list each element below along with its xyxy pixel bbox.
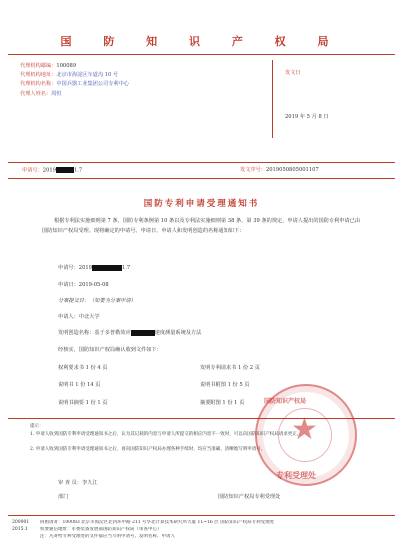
seal-star-icon: ★: [291, 412, 318, 447]
app-no-suffix: 1.7: [121, 265, 131, 271]
examiner-row: [58, 478, 98, 488]
notice-title: 国防专利申请受理通知书: [143, 199, 260, 209]
invention-prefix: 基于多普勒效应: [94, 330, 131, 336]
refbar-app-prefix: 2019: [42, 167, 56, 174]
refbar-app-suffix: 1.7: [73, 167, 83, 174]
refbar-app-row: [22, 167, 82, 175]
applicant-value: 中北大学: [78, 314, 100, 320]
redaction-block: [56, 167, 74, 173]
agent-person-label: 代理人姓名：: [20, 91, 52, 97]
header-divider: [272, 60, 273, 138]
dispatch-date: 2019 年 5 月 8 日: [285, 114, 329, 120]
refbar-top-rule: [8, 162, 395, 163]
agent-person-value: 周恒: [51, 91, 62, 97]
agent-address-label: 代理机构地址：: [20, 72, 57, 78]
app-no-label: 申请号：: [58, 265, 79, 271]
redaction-block: [92, 265, 122, 271]
file-row-3-right: 摘要附图 1 份 1 页: [200, 400, 245, 406]
refbar-serial-label: 发文序号：: [240, 167, 266, 173]
confirm-text: 经核实，国防知识产权局确认收到文件如下：: [58, 347, 162, 353]
applicant-row: [58, 312, 100, 322]
dispatch-label: 发文日: [285, 70, 301, 76]
refbar-bottom-rule: [8, 178, 395, 179]
header-rule: [8, 54, 395, 55]
notes-item-1: 1. 申请人收到国防专利申请受理通知书之后，认为其记载的内容与申请人所提交的相应内容不一致时，可以向国防知识产权局请求更正。: [30, 432, 302, 437]
applicant-label: 申请人：: [58, 314, 79, 320]
agent-postcode-label: 代理机构邮编：: [20, 63, 57, 69]
agent-person-row: [20, 91, 62, 98]
app-no-prefix: 2019: [78, 265, 92, 271]
seal-ring-text: 国防知识产权局: [264, 398, 307, 405]
refbar-app-label: 申请号：: [22, 167, 43, 174]
agent-address-row: [20, 72, 118, 79]
invention-suffix: 速度测量系统及方法: [154, 330, 202, 336]
department-row: 部门: [58, 494, 69, 500]
file-row-1-right: 发明专利请求书 1 份 2 页: [200, 365, 260, 371]
notice-paragraph: 根据专利法实施细则第 7 条、国防专利条例第 10 条以及专利法实施细则第 38 条、第 39 条的规定，申请人提出的国防专利申请已由国防知识产权局受理。现将确定的申请号、申请日、申请人和发明创造的名称通知如下：: [42, 218, 361, 234]
form-code-1: 200901: [12, 520, 30, 525]
notes-item-2: 2. 申请人收到国防专利申请受理通知书之后，再向国防知识产权局办理各种手续时，均应当准确、清晰地写明申请号。: [30, 447, 266, 452]
agent-postcode-row: [20, 63, 76, 70]
file-row-3-left: 说明书摘要 1 份 1 页: [58, 400, 108, 406]
agent-address-value: 北京市海淀区车道沟 10 号: [56, 72, 119, 78]
app-date-value: 2019-05-08: [78, 282, 109, 288]
footer-line-2: 机要通信地址：军委装备发展部国防知识产权局（审查中心）: [40, 527, 162, 532]
seal-center-text: 专利受理处: [276, 470, 316, 480]
form-code-2: 2015.1: [12, 527, 28, 532]
file-row-2-right: 说明书附图 1 份 5 页: [200, 382, 250, 388]
agent-name-row: [20, 81, 129, 88]
office-signature: 国防知识产权局专利受理处: [218, 494, 281, 500]
app-no-row: [58, 263, 130, 273]
divisional-label: 分案提交日：（如要为分案申请）: [58, 298, 136, 304]
app-date-row: [58, 280, 109, 290]
examiner-name: 李九江: [82, 480, 98, 486]
agent-postcode-value: 100089: [56, 63, 77, 69]
footer-line-3: 注：凡寄给专利受理处的文件都应当写明申请号、发明名称、申请人: [40, 534, 175, 539]
notes-title: 提示：: [30, 424, 44, 429]
refbar-serial-row: [240, 167, 319, 174]
file-row-1-left: 权利要求书 1 份 4 页: [58, 365, 108, 371]
invention-label: 发明创造名称：: [58, 330, 95, 336]
footer-rule: [8, 515, 395, 516]
office-title: 国 防 知 识 产 权 局: [60, 35, 343, 48]
app-date-label: 申请日：: [58, 282, 79, 288]
redaction-block: [131, 330, 155, 336]
file-row-2-left: 说明书 1 份 14 页: [58, 382, 101, 388]
examiner-label: 审 查 员：: [58, 480, 83, 486]
footer-line-1: 回函请寄：100083 北京市海淀区北四环中路 211 号华北计算技术研究所大厦 11~16 层 国防知识产权局专利受理处: [40, 520, 275, 525]
invention-row: [58, 328, 201, 338]
agent-name-value: 中国兵器工业集团公司专利中心: [56, 81, 129, 87]
agent-name-label: 代理机构名称：: [20, 81, 57, 87]
refbar-serial-value: 2019050805001107: [265, 167, 319, 173]
